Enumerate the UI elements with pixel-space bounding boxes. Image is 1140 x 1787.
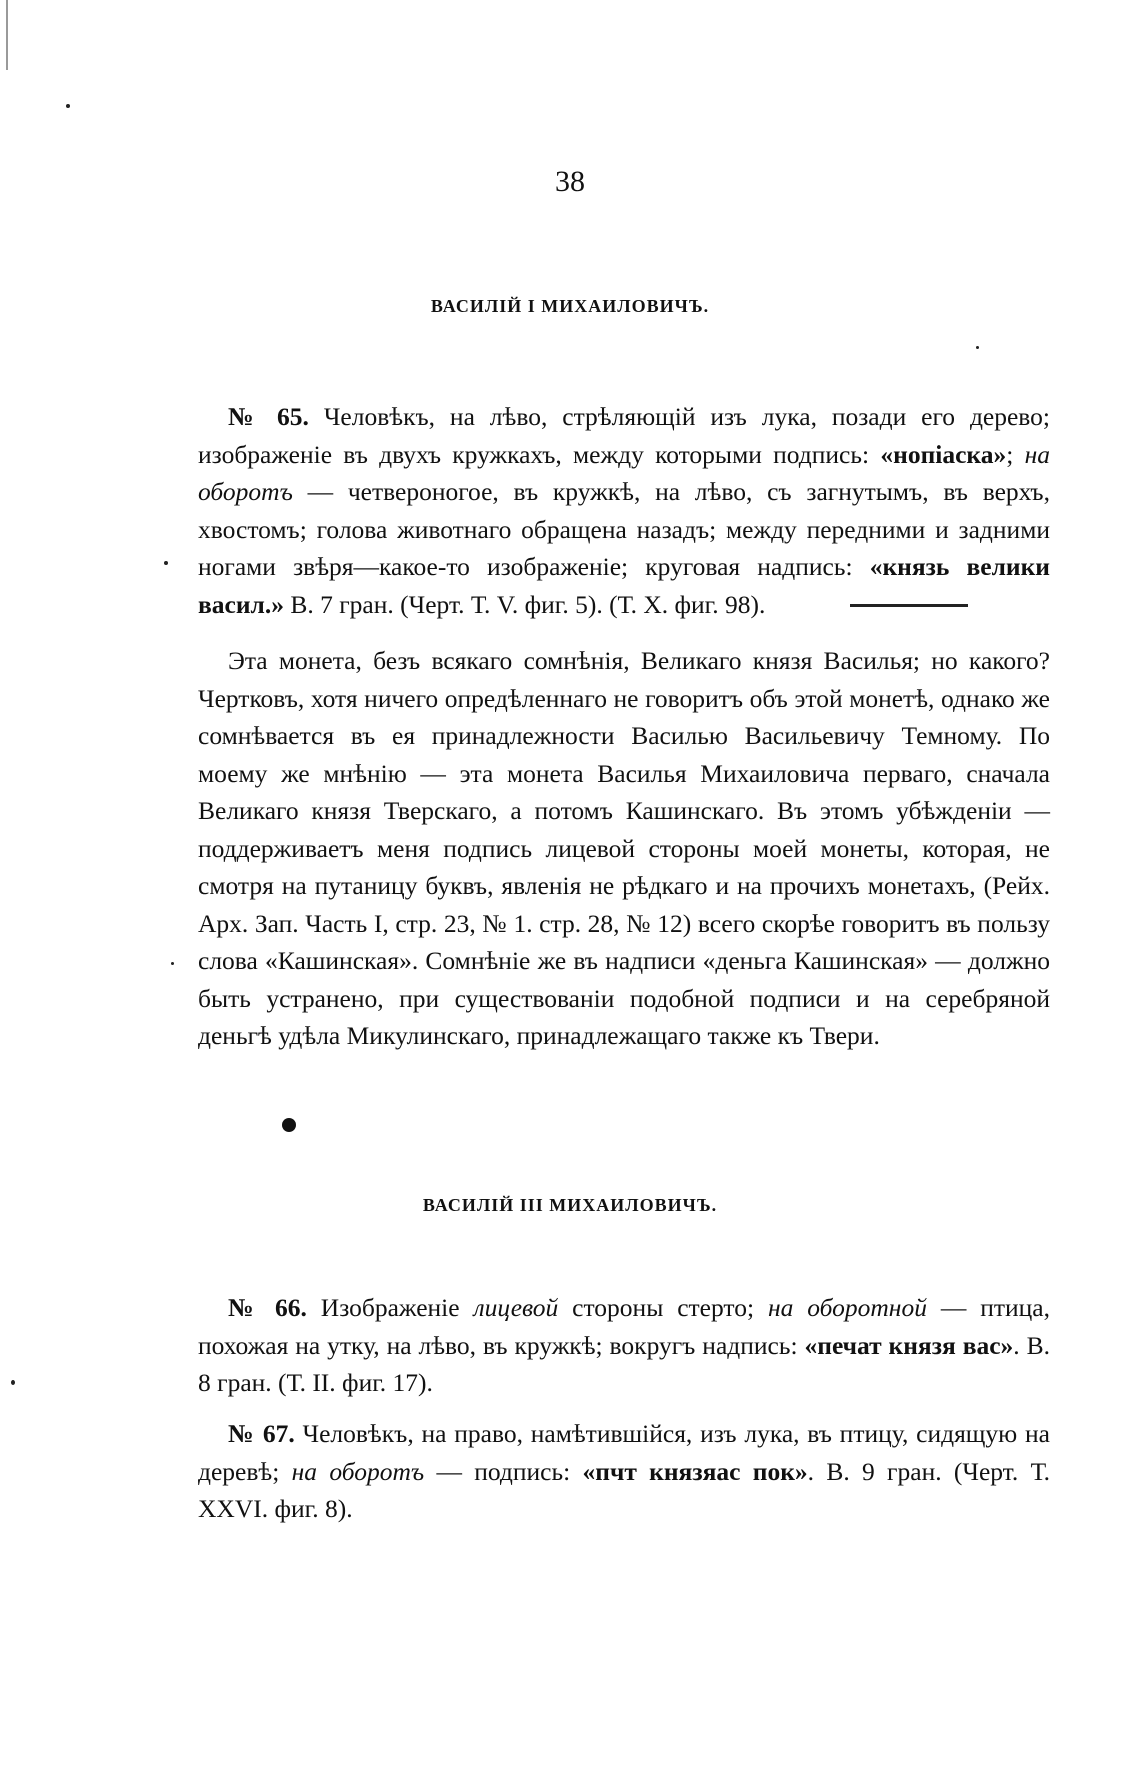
entry-text: . В. 9 гран. (Черт. Т. XXVI. фиг. 8). [198, 1456, 1050, 1523]
bullet-dot [282, 1118, 296, 1132]
entry-text: Изображеніе [306, 1293, 474, 1322]
entry-text: В. 7 гран. (Черт. Т. V. фиг. 5). (Т. X. фиг. 98). [283, 589, 766, 619]
commentary-paragraph [198, 642, 1050, 1055]
entry-65 [198, 398, 1050, 623]
entry-number: № 66. [228, 1293, 307, 1322]
page-speck [976, 346, 979, 349]
entry-text: — подпись: [424, 1456, 583, 1486]
inscription-quote: «пчт князяас пок» [582, 1456, 808, 1486]
entry-text: — птица, похожая на утку, на лѣво, въ кружкѣ; вокругъ надпись: [198, 1293, 1051, 1360]
entry-67 [198, 1415, 1050, 1528]
entry-number: № 67. [228, 1419, 295, 1448]
page-speck [164, 561, 168, 565]
entry-text: Человѣкъ, на лѣво, стрѣляющій изъ лука, позади его дерево; изображеніе въ двухъ кружкахъ, между которыми подпись: [198, 402, 1050, 469]
inscription-quote: «князь велики васил.» [198, 552, 1050, 619]
page-number: 38 [555, 165, 585, 198]
page-speck [171, 962, 174, 965]
page-edge-line [6, 0, 8, 70]
obverse-label: на оборотъ [291, 1456, 425, 1486]
inscription-quote: «нопіаска» [880, 439, 1007, 469]
face-label: лицевой [473, 1293, 559, 1322]
inscription-quote: «печат князя вас» [804, 1330, 1014, 1360]
commentary-text: Эта монета, безъ всякаго сомнѣнія, Великаго князя Василья; но какого? Чертковъ, хотя ничего опредѣленнаго не говоритъ объ этой монетѣ, однако же сомнѣвается въ ея принадлежности Василью Васильевичу Темному. По моему же мнѣнію — эта монета Василья Михаиловича перваго, сначала Великаго князя Тверскаго, а потомъ Кашинскаго. Въ этомъ убѣжденіи — поддерживаетъ меня подпись лицевой стороны моей монеты, которая, не смотря на путаницу буквъ, явленія не рѣдкаго и на прочихъ монетахъ, (Рейх. Арх. Зап. Часть I, стр. 23, № 1. стр. 28, № 12) всего скорѣе говоритъ въ пользу слова «Кашинская». Сомнѣніе же въ надписи «деньга Кашинская» — должно быть устранено, при существованіи подобной подписи и на серебряной деньгѣ удѣла Микулинскаго, принадлежащаго также къ Твери. [198, 646, 1050, 1050]
section-heading-vasily-i: ВАСИЛІЙ I МИХАИЛОВИЧЪ. [430, 296, 710, 316]
page-speck [11, 1380, 15, 1385]
obverse-label: на оборотъ [198, 439, 1050, 506]
reverse-label: на оборотной [767, 1293, 927, 1322]
section-heading-vasily-iii: ВАСИЛІЙ III МИХАИЛОВИЧЪ. [422, 1195, 718, 1215]
entry-66 [198, 1289, 1050, 1402]
page-speck [66, 104, 70, 108]
ink-mark [850, 604, 968, 607]
entry-text: ; [1006, 439, 1025, 469]
entry-number: № 65. [228, 402, 309, 431]
entry-text: — четвероногое, въ кружкѣ, на лѣво, съ загнутымъ, въ верхъ, хвостомъ; голова животнаго обращена назадъ; между передними и задними ногами звѣря—какое-то изображеніе; круговая надпись: [198, 477, 1050, 581]
entry-text: стороны стерто; [558, 1293, 768, 1322]
entry-text: Человѣкъ, на право, намѣтившійся, изъ лука, въ птицу, сидящую на деревѣ; [198, 1419, 1050, 1486]
entry-text: . В. 8 гран. (Т. II. фиг. 17). [198, 1330, 1050, 1397]
